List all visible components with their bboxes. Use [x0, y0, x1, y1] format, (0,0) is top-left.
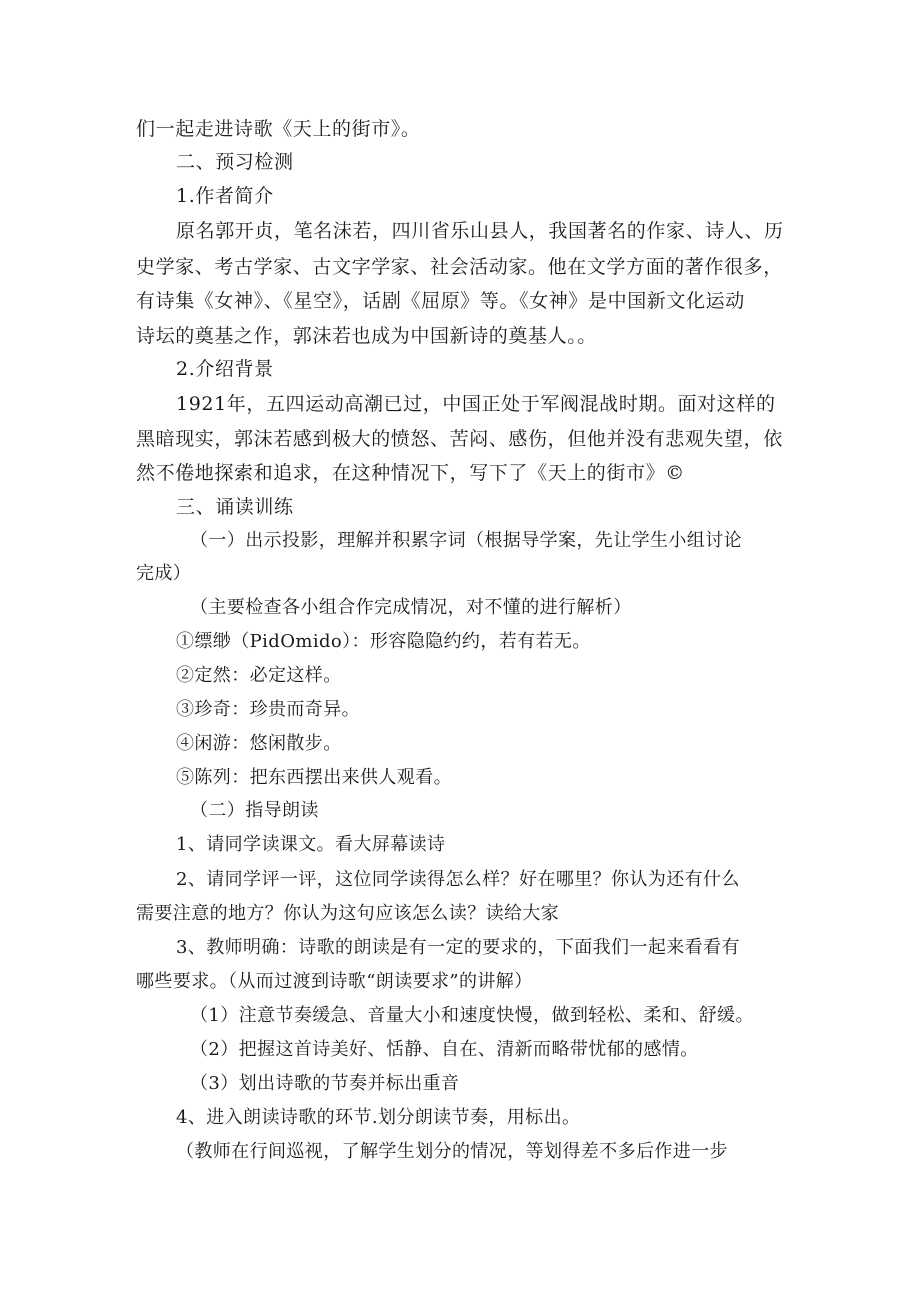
vocab-item-1: ①缥缈（PidOmido）：形容隐隐约约，若有若无。	[176, 631, 591, 652]
text-line-24: 需要注意的地方？你认为这句应该怎么读？读给大家	[136, 903, 560, 924]
vocab-item-3: ③珍奇：珍贵而奇异。	[176, 699, 360, 720]
requirement-3: （3）划出诗歌的节奏并标出重音	[190, 1073, 460, 1094]
section-heading-3: 三、诵读训练	[176, 496, 294, 518]
text-line-15: （主要检查各小组合作完成情况，对不懂的进行解析）	[190, 597, 632, 618]
step-2: 2、请同学评一评，这位同学读得怎么样？好在哪里？你认为还有什么	[176, 869, 740, 890]
text-line-26: 哪些要求。（从而过渡到诗歌“朗读要求”的讲解）	[136, 971, 533, 992]
subheading-author: 1.作者简介	[176, 185, 274, 207]
text-line-5: 史学家、考古学家、古文字学家、社会活动家。他在文学方面的著作很多，	[136, 256, 783, 278]
step-4: 4、进入朗读诗歌的环节.划分朗读节奏，用标出。	[176, 1107, 581, 1128]
requirement-2: （2）把握这首诗美好、恬静、自在、清新而略带忧郁的感情。	[190, 1039, 699, 1060]
text-line-14: 完成）	[136, 563, 192, 584]
text-line-13: （一）出示投影，理解并积累字词（根据导学案，先让学生小组讨论	[190, 530, 742, 551]
text-line-10: 黑暗现实，郭沫若感到极大的愤怒、苦闷、感伤，但他并没有悲观失望，依	[136, 428, 783, 450]
subheading-background: 2.介绍背景	[176, 358, 274, 380]
text-line-31: （教师在行间巡视，了解学生划分的情况，等划得差不多后作进一步	[176, 1141, 728, 1162]
step-3: 3、教师明确：诗歌的朗读是有一定的要求的，下面我们一起来看看有	[176, 937, 740, 958]
vocab-item-4: ④闲游：悠闲散步。	[176, 733, 342, 754]
text-line-4: 原名郭开贞，笔名沫若，四川省乐山县人，我国著名的作家、诗人、历	[176, 220, 784, 242]
text-line-11: 然不倦地探索和追求，在这种情况下，写下了《天上的街市》©	[136, 462, 685, 484]
vocab-item-2: ②定然：必定这样。	[176, 665, 342, 686]
text-line-9: 1921年，五四运动高潮已过，中国正处于军阀混战时期。面对这样的	[176, 393, 776, 415]
vocab-item-5: ⑤陈列：把东西摆出来供人观看。	[176, 767, 452, 788]
text-line-1: 们一起走进诗歌《天上的街市》。	[136, 118, 421, 140]
text-line-6: 有诗集《女神》、《星空》，话剧《屈原》等。《女神》是中国新文化运动	[136, 290, 745, 312]
section-heading-2: 二、预习检测	[176, 151, 294, 173]
subheading-reading: （二）指导朗读	[190, 800, 319, 821]
requirement-1: （1）注意节奏缓急、音量大小和速度快慢，做到轻松、柔和、舒缓。	[190, 1005, 754, 1026]
step-1: 1、请同学读课文。看大屏幕读诗	[176, 834, 446, 855]
text-line-7: 诗坛的奠基之作，郭沫若也成为中国新诗的奠基人。。	[136, 325, 597, 347]
